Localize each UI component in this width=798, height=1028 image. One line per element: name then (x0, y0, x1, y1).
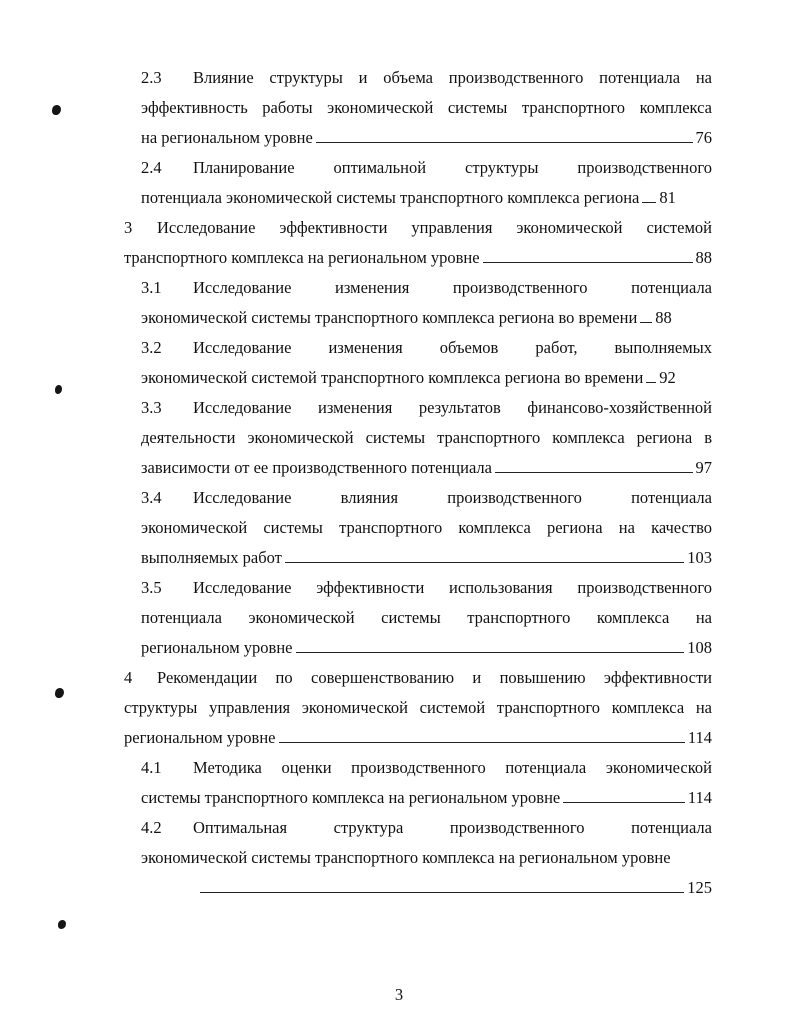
toc-entry-4-2-leader (200, 892, 684, 893)
toc-entry-2-4-leader (642, 202, 656, 203)
toc-entry-3-2-title-line-1: Исследование изменения объемов работ, выполняемых (193, 338, 712, 357)
toc-entry-3-5-line-1 (141, 577, 712, 599)
toc-entry-3-3-title-line-3: зависимости от ее производственного потенциала (141, 458, 492, 477)
toc-entry-4-1-leader (563, 802, 685, 803)
toc-entry-4-2-line-2 (141, 847, 712, 869)
toc-entry-3-title-line-2: транспортного комплекса на региональном уровне (124, 248, 480, 267)
scan-speck (58, 920, 66, 929)
toc-entry-3-5-number: 3.5 (141, 578, 162, 597)
toc-entry-3-2-number: 3.2 (141, 338, 162, 357)
toc-entry-3-2-title-line-2: экономической системой транспортного комплекса региона во времени (141, 368, 644, 387)
toc-entry-4-1-line-2 (141, 787, 712, 809)
toc-entry-3-3-page: 97 (695, 458, 712, 477)
toc-entry-2-3-line-2 (141, 97, 712, 119)
toc-entry-3-4-line-2 (141, 517, 712, 539)
toc-entry-3-5-title-line-1: Исследование эффективности использования производственного (193, 578, 712, 597)
toc-entry-4-1-page: 114 (687, 788, 712, 807)
toc-entry-3-line-2 (124, 247, 712, 269)
toc-entry-4-2-title-line-2: экономической системы транспортного комплекса на региональном уровне (141, 848, 671, 867)
toc-entry-2-4-line-2 (141, 187, 712, 209)
toc-entry-4-title-line-3: региональном уровне (124, 728, 276, 747)
toc-entry-3-page: 88 (695, 248, 712, 267)
toc-entry-3-5-page: 108 (687, 638, 712, 657)
toc-entry-4-2-number: 4.2 (141, 818, 162, 837)
toc-entry-4-leader (279, 742, 685, 743)
toc-entry-4-line-1 (124, 667, 712, 689)
toc-entry-3-1-number: 3.1 (141, 278, 162, 297)
toc-entry-3-5-line-2 (141, 607, 712, 629)
toc-entry-4-title-line-1: Рекомендации по совершенствованию и повышению эффективности (157, 668, 712, 687)
toc-entry-4-1-line-1 (141, 757, 712, 779)
toc-entry-3-3-number: 3.3 (141, 398, 162, 417)
toc-entry-2-3-leader (316, 142, 693, 143)
toc-entry-3-number: 3 (124, 218, 133, 237)
scan-speck (55, 688, 64, 698)
toc-entry-4-title-line-2: структуры управления экономической системой транспортного комплекса на (124, 698, 712, 717)
toc-entry-3-3-leader (495, 472, 693, 473)
toc-entry-3-4-title-line-1: Исследование влияния производственного потенциала (193, 488, 712, 507)
toc-entry-2-4-number: 2.4 (141, 158, 162, 177)
toc-entry-4-2-page: 125 (687, 878, 712, 897)
toc-entry-3-1-title-line-2: экономической системы транспортного комплекса региона во времени (141, 308, 638, 327)
toc-entry-4-1-title-line-1: Методика оценки производственного потенциала экономической (193, 758, 712, 777)
toc-entry-3-2-page: 92 (659, 368, 676, 387)
toc-entry-3-3-line-1 (141, 397, 712, 419)
toc-entry-2-3-line-1 (141, 67, 712, 89)
toc-entry-4-1-title-line-2: системы транспортного комплекса на региональном уровне (141, 788, 561, 807)
toc-entry-3-3-title-line-2: деятельности экономической системы транспортного комплекса региона в (141, 428, 712, 447)
toc-entry-3-5-title-line-3: региональном уровне (141, 638, 293, 657)
toc-entry-4-2-line-1 (141, 817, 712, 839)
toc-entry-4-number: 4 (124, 668, 133, 687)
toc-entry-3-1-line-2 (141, 307, 712, 329)
toc-entry-3-1-leader (640, 322, 652, 323)
toc-entry-3-title-line-1: Исследование эффективности управления экономической системой (157, 218, 712, 237)
toc-entry-3-5-title-line-2: потенциала экономической системы транспортного комплекса на (141, 608, 712, 627)
toc-entry-3-4-line-1 (141, 487, 712, 509)
toc-entry-2-3-page: 76 (695, 128, 712, 147)
toc-entry-3-2-line-1 (141, 337, 712, 359)
scan-speck (52, 105, 61, 115)
toc-entry-2-4-title-line-1: Планирование оптимальной структуры производственного (193, 158, 712, 177)
toc-entry-2-3-title-line-3: на региональном уровне (141, 128, 313, 147)
toc-entry-3-line-1 (124, 217, 712, 239)
toc-entry-2-4-page: 81 (659, 188, 676, 207)
toc-entry-3-4-page: 103 (687, 548, 712, 567)
toc-entry-2-3-title-line-2: эффективность работы экономической системы транспортного комплекса (141, 98, 712, 117)
toc-entry-2-4-line-1 (141, 157, 712, 179)
toc-entry-3-3-title-line-1: Исследование изменения результатов финансово-хозяйственной (193, 398, 712, 417)
toc-entry-3-2-line-2 (141, 367, 712, 389)
scan-speck (55, 385, 62, 394)
toc-entry-3-1-page: 88 (655, 308, 672, 327)
toc-entry-2-4-title-line-2: потенциала экономической системы транспортного комплекса региона (141, 188, 640, 207)
toc-entry-3-leader (483, 262, 693, 263)
toc-entry-4-2-title-line-1: Оптимальная структура производственного потенциала (193, 818, 712, 837)
toc-entry-3-1-line-1 (141, 277, 712, 299)
toc-entry-3-4-line-3 (141, 547, 712, 569)
toc-entry-3-5-line-3 (141, 637, 712, 659)
toc-entry-3-3-line-3 (141, 457, 712, 479)
toc-entry-3-4-title-line-2: экономической системы транспортного комплекса региона на качество (141, 518, 712, 537)
toc-entry-4-1-number: 4.1 (141, 758, 162, 777)
toc-entry-4-page: 114 (687, 728, 712, 747)
toc-entry-4-2-line-3 (200, 877, 712, 899)
toc-entry-2-3-line-3 (141, 127, 712, 149)
toc-entry-3-2-leader (646, 382, 656, 383)
toc-entry-3-5-leader (296, 652, 685, 653)
toc-entry-3-4-leader (285, 562, 684, 563)
toc-entry-3-4-number: 3.4 (141, 488, 162, 507)
toc-entry-3-1-title-line-1: Исследование изменения производственного потенциала (193, 278, 712, 297)
toc-entry-4-line-3 (124, 727, 712, 749)
page-number: 3 (394, 985, 404, 1004)
toc-entry-4-line-2 (124, 697, 712, 719)
toc-entry-2-3-title-line-1: Влияние структуры и объема производственного потенциала на (193, 68, 712, 87)
toc-entry-3-3-line-2 (141, 427, 712, 449)
toc-entry-2-3-number: 2.3 (141, 68, 162, 87)
toc-entry-3-4-title-line-3: выполняемых работ (141, 548, 282, 567)
